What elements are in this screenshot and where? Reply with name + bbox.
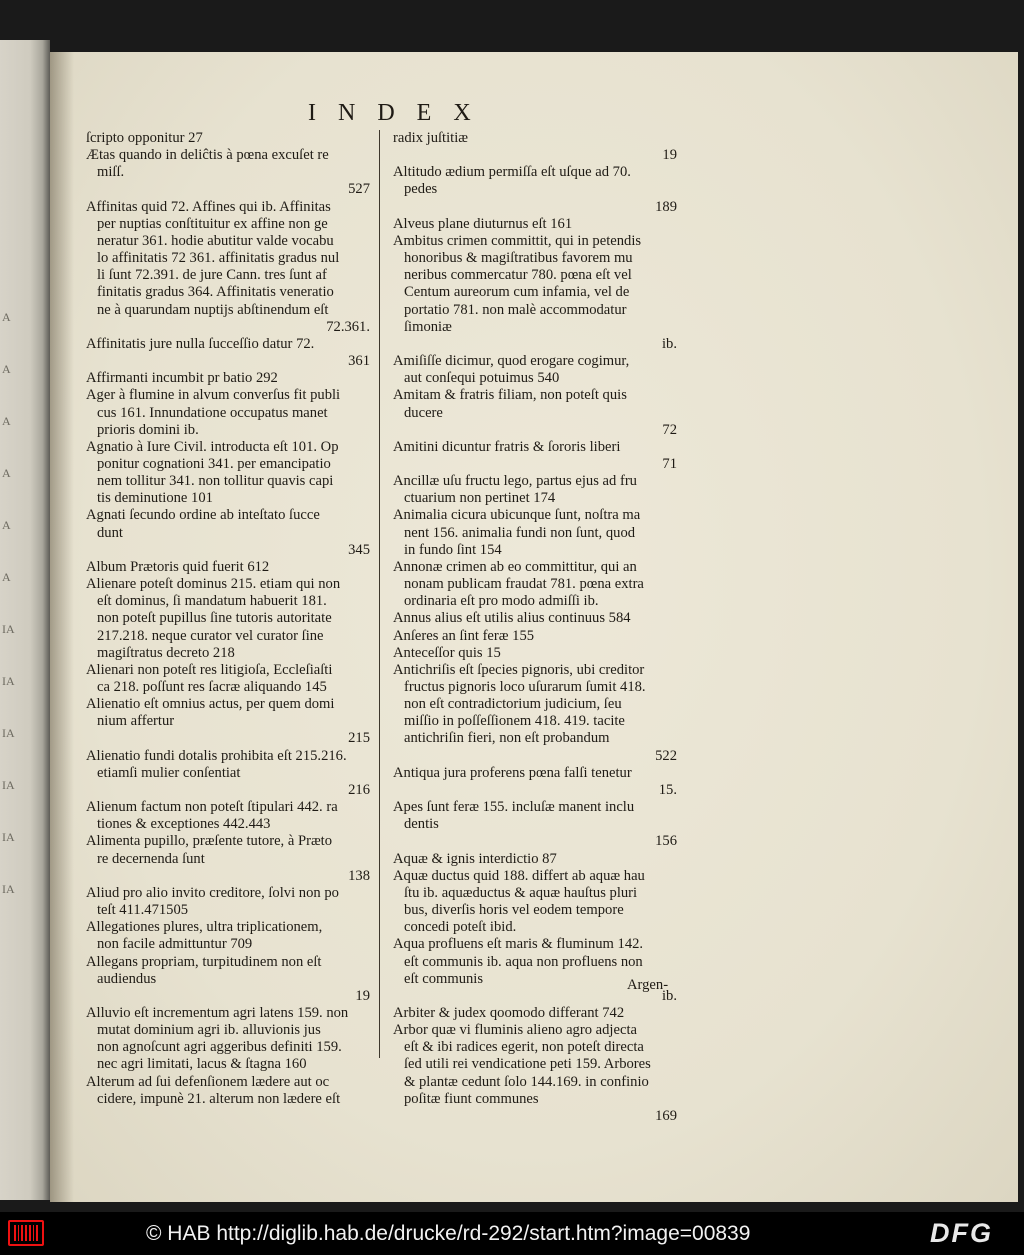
index-column-left: [86, 130, 376, 1108]
index-entry-line: etiamſi mulier conſentiat: [97, 764, 241, 781]
previous-page-mark: A: [2, 362, 11, 376]
index-entry-headline: Aqua profluens eſt maris & fluminum 142.: [393, 936, 644, 953]
dfg-logo: DFG: [930, 1218, 993, 1248]
index-entry-line: lo affinitatis 72 361. affinitatis gradus nul: [97, 250, 340, 267]
index-entry-line: 156: [655, 833, 677, 850]
index-entry: [86, 954, 376, 1005]
index-entry: [86, 799, 376, 833]
index-entry-line: 189: [655, 198, 677, 215]
index-entry-headline: Alienatio fundi dotalis prohibita eſt 215.216.: [86, 747, 347, 764]
index-entry-line: nent 156. animalia fundi non ſunt, quod: [404, 524, 636, 541]
index-entry-headline: Amitini dicuntur fratris & ſororis liberi: [393, 438, 621, 455]
index-entry: [393, 473, 683, 507]
index-entry: [86, 1074, 376, 1108]
index-entry-line: fructus pignoris loco uſurarum ſumit 418.: [404, 679, 646, 695]
index-entry-line: 138: [348, 867, 370, 884]
index-entry-line: non agnoſcunt agri aggeribus definiti 159.: [97, 1039, 342, 1056]
index-entry-line: in fundo ſint 154: [404, 541, 502, 558]
index-entry-line: eſt communis ib. aqua non profluens non: [404, 953, 643, 970]
index-entry-line: teſt 411.471505: [97, 902, 189, 919]
index-entry-headline: Ætas quando in deliĉtis à pœna excuſet re: [86, 147, 329, 164]
index-entry: [393, 216, 683, 233]
previous-page-mark: IA: [2, 882, 15, 896]
index-entry: [86, 130, 376, 147]
index-entry: [86, 370, 376, 387]
index-entry-line: neribus commercatur 780. pœna eſt vel: [404, 267, 632, 284]
index-entry: [86, 147, 376, 198]
index-entry: [393, 164, 683, 215]
index-entry: [393, 610, 683, 627]
index-entry-line: nonam publicam fraudat 781. pœna extra: [404, 576, 644, 593]
index-entry: [86, 559, 376, 576]
barcode-icon: [8, 1220, 44, 1246]
index-entry-line: re decernenda ſunt: [97, 850, 205, 867]
index-entry-line: 361: [348, 353, 370, 370]
index-entry-line: 15.: [658, 781, 677, 798]
index-entry-headline: Annus alius eſt utilis alius continuus 584: [393, 610, 631, 627]
index-entry: [86, 696, 376, 747]
index-entry-line: ſed utili rei vendicatione peti 159. Arbores: [404, 1056, 651, 1073]
previous-page-edge: [0, 40, 50, 1200]
footer-bar: [0, 1212, 1024, 1255]
index-entry-line: finitatis gradus 364. Affinitatis veneratio: [97, 284, 334, 301]
index-entry: [393, 507, 683, 558]
index-entry-headline: Alimenta pupillo, præſente tutore, à Præto: [86, 833, 333, 850]
index-entry-headline: ſcripto opponitur 27: [86, 130, 203, 146]
previous-page-mark: IA: [2, 622, 15, 636]
index-entry-line: non facile admittuntur 709: [97, 936, 253, 953]
index-entry-line: pedes: [404, 181, 438, 198]
index-column-right: [393, 130, 683, 1125]
index-entry-line: eſt & ibi radices egerit, non poteſt directa: [404, 1039, 644, 1056]
index-entry-headline: Affinitas quid 72. Affines qui ib. Affinitas: [86, 198, 331, 215]
index-entry-line: ponitur cognationi 341. per emancipatio: [97, 455, 331, 472]
previous-page-mark: IA: [2, 778, 15, 792]
index-entry-headline: Alienatio eſt omnius actus, per quem domi: [86, 696, 335, 713]
index-entry-headline: Alienum factum non poteſt ſtipulari 442. ra: [86, 799, 338, 816]
index-entry-headline: Alienare poteſt dominus 215. etiam qui non: [86, 576, 341, 593]
index-entry-line: cidere, impunè 21. alterum non lædere eſt: [97, 1090, 341, 1107]
index-entry-headline: Aquæ ductus quid 188. differt ab aquæ hau: [393, 867, 645, 884]
index-entry-line: concedi poteſt ibid.: [404, 919, 517, 936]
index-entry-headline: Annonæ crimen ab eo committitur, qui an: [393, 558, 637, 575]
index-entry-line: ib.: [662, 335, 677, 352]
index-entry-line: tiones & exceptiones 442.443: [97, 816, 271, 833]
index-entry-line: 216: [348, 781, 370, 798]
index-entry: [393, 559, 683, 610]
previous-page-mark: A: [2, 466, 11, 480]
index-entry-line: 169: [655, 1107, 677, 1124]
index-entry-headline: Ager à flumine in alvum converſus fit publi: [86, 387, 341, 404]
index-entry-headline: radix juſtitiæ: [393, 130, 468, 146]
index-entry-headline: Arbiter & judex qoomodo differant 742: [393, 1004, 625, 1021]
previous-page-mark: IA: [2, 726, 15, 740]
index-entry: [393, 439, 683, 473]
index-entry-line: ctuarium non pertinet 174: [404, 490, 556, 507]
index-entry-line: dentis: [404, 816, 439, 833]
running-head: INDEX: [308, 100, 493, 126]
index-entry-line: ib.: [662, 987, 677, 1004]
index-entry-headline: Ancillæ uſu fructu lego, partus ejus ad fru: [393, 473, 637, 490]
footer-credit: © HAB http://diglib.hab.de/drucke/rd-292/start.htm?image=00839: [146, 1222, 751, 1245]
previous-page-mark: IA: [2, 674, 15, 688]
index-entry: [86, 919, 376, 953]
index-entry-headline: Agnatio à Iure Civil. introducta eſt 101. Op: [86, 438, 339, 455]
index-entry-headline: Alterum ad ſui defenſionem lædere aut oc: [86, 1073, 330, 1090]
index-entry-line: ſtu ib. aquæductus & aquæ hauſtus pluri: [404, 884, 638, 901]
index-entry-line: eſt communis: [404, 970, 484, 987]
previous-page-mark: A: [2, 414, 11, 428]
index-entry-line: Centum aureorum cum infamia, vel de: [404, 284, 630, 301]
index-entry-line: nec agri limitati, lacus & ſtagna 160: [97, 1056, 307, 1073]
index-entry-line: antichriſin fieri, non eſt probandum: [404, 730, 610, 747]
index-entry-line: 71: [662, 455, 677, 472]
index-entry-line: 527: [348, 181, 370, 198]
index-entry-line: poſitæ fiunt communes: [404, 1090, 539, 1107]
index-entry: [393, 353, 683, 387]
index-entry-headline: Aquæ & ignis interdictio 87: [393, 850, 557, 867]
index-entry-headline: Apes ſunt feræ 155. incluſæ manent inclu: [393, 799, 635, 816]
index-entry-headline: Alveus plane diuturnus eſt 161: [393, 215, 573, 232]
index-entry-line: cus 161. Innundatione occupatus manet: [97, 404, 328, 421]
index-entry-line: 345: [348, 541, 370, 558]
index-entry-line: neratur 361. hodie abutitur valde vocabu: [97, 232, 334, 249]
index-entry-line: & plantæ cedunt ſolo 144.169. in confinio: [404, 1073, 649, 1090]
index-entry-headline: Affinitatis jure nulla ſucceſſio datur 72.: [86, 335, 315, 352]
index-entry-headline: Agnati ſecundo ordine ab inteſtato ſucce: [86, 507, 320, 524]
column-rule: [379, 130, 380, 1058]
book-page: [50, 52, 1018, 1202]
index-entry: [393, 1005, 683, 1022]
index-entry-headline: Antiqua jura proferens pœna falſi tenetur: [393, 764, 632, 781]
index-entry-headline: Alluvio eſt incrementum agri latens 159. non: [86, 1004, 349, 1021]
index-entry-headline: Altitudo ædium permiſſa eſt uſque ad 70.: [393, 164, 631, 181]
index-entry-line: dunt: [97, 524, 123, 541]
index-entry-line: 522: [655, 747, 677, 764]
page-gutter-shadow: [50, 52, 74, 1202]
index-entry-line: ordinaria eſt pro modo admiſſi ib.: [404, 593, 599, 610]
previous-page-mark: A: [2, 570, 11, 584]
index-entry: [393, 387, 683, 438]
index-entry: [393, 851, 683, 868]
index-entry-line: miſſ.: [97, 164, 125, 181]
index-entry-line: 215: [348, 730, 370, 747]
index-entry: [393, 868, 683, 937]
index-entry: [393, 130, 683, 164]
index-entry-headline: Album Prætoris quid fuerit 612: [86, 558, 270, 575]
index-entry-headline: Anſeres an ſint feræ 155: [393, 627, 535, 644]
index-entry: [86, 576, 376, 662]
index-entry-line: ducere: [404, 404, 443, 421]
previous-page-mark: A: [2, 518, 11, 532]
index-entry-headline: Allegans propriam, turpitudinem non eſt: [86, 953, 322, 970]
index-entry-line: 19: [355, 987, 370, 1004]
index-entry-line: mutat dominium agri ib. alluvionis jus: [97, 1022, 321, 1039]
index-entry: [393, 799, 683, 850]
index-entry: [86, 507, 376, 558]
index-entry: [86, 885, 376, 919]
index-entry-line: 72.361.: [326, 318, 370, 335]
index-entry-line: 72: [662, 421, 677, 438]
index-entry: [393, 1022, 683, 1125]
index-entry-line: tis deminutione 101: [97, 490, 213, 507]
previous-page-mark: IA: [2, 830, 15, 844]
index-entry-line: nem tollitur 341. non tollitur quavis capi: [97, 473, 334, 490]
index-entry-headline: Ambitus crimen committit, qui in petendis: [393, 232, 642, 249]
index-entry-headline: Allegationes plures, ultra triplicationem,: [86, 919, 323, 936]
index-entry: [86, 199, 376, 336]
index-entry-line: 217.218. neque curator vel curator ſine: [97, 627, 324, 644]
index-entry: [393, 936, 683, 1005]
index-entry: [393, 645, 683, 662]
index-entry-headline: Amiſiſſe dicimur, quod erogare cogimur,: [393, 353, 630, 370]
index-entry-headline: Animalia cicura ubicunque ſunt, noſtra ma: [393, 507, 641, 524]
index-entry-headline: Arbor quæ vi fluminis alieno agro adjecta: [393, 1022, 637, 1039]
index-entry-headline: Anteceſſor quis 15: [393, 644, 501, 661]
index-entry-line: non eſt contradictorium judicium, ſeu: [404, 696, 622, 713]
index-entry: [393, 662, 683, 765]
index-entry-line: li ſunt 72.391. de jure Cann. tres ſunt af: [97, 267, 327, 284]
index-entry-line: audiendus: [97, 970, 157, 987]
index-entry-line: nium affertur: [97, 713, 175, 730]
index-entry-line: ca 218. poſſunt res ſacræ aliquando 145: [97, 679, 327, 695]
index-entry-line: eſt dominus, ſi mandatum habuerit 181.: [97, 593, 327, 610]
index-entry-line: non poteſt pupillus ſine tutoris autoritate: [97, 610, 332, 627]
index-entry: [86, 662, 376, 696]
index-entry-line: ne à quarundam nuptijs abſtinendum eſt: [97, 301, 329, 318]
index-entry-line: per nuptias conſtituitur ex affine non ge: [97, 215, 328, 232]
index-entry: [393, 628, 683, 645]
index-entry-headline: Antichriſis eſt ſpecies pignoris, ubi creditor: [393, 661, 645, 678]
index-entry-line: ſimoniæ: [404, 318, 452, 335]
index-entry: [393, 233, 683, 353]
index-entry: [86, 748, 376, 799]
index-entry-headline: Alienari non poteſt res litigioſa, Eccleſiaſti: [86, 661, 333, 678]
index-entry-line: aut conſequi potuimus 540: [404, 370, 560, 387]
index-entry-headline: Aliud pro alio invito creditore, ſolvi non po: [86, 884, 339, 901]
index-entry-line: 19: [662, 147, 677, 164]
index-entry: [86, 336, 376, 370]
index-entry-line: honoribus & magiſtratibus favorem mu: [404, 250, 633, 267]
index-entry: [393, 765, 683, 799]
previous-page-mark: A: [2, 310, 11, 324]
index-entry: [86, 439, 376, 508]
index-entry-headline: Affirmanti incumbit pr batio 292: [86, 370, 278, 387]
index-entry-line: magiſtratus decreto 218: [97, 644, 235, 661]
index-entry: [86, 833, 376, 884]
index-entry-line: bus, diverſis horis vel eodem tempore: [404, 902, 624, 919]
index-entry-headline: Amitam & fratris filiam, non poteſt quis: [393, 387, 627, 404]
index-entry-line: prioris domini ib.: [97, 421, 199, 438]
index-entry-line: portatio 781. non malè accommodatur: [404, 301, 627, 318]
index-entry: [86, 387, 376, 438]
index-entry-line: miſſio in poſſeſſionem 418. 419. tacite: [404, 713, 625, 730]
catchword: Argen-: [627, 977, 669, 993]
index-entry: [86, 1005, 376, 1074]
